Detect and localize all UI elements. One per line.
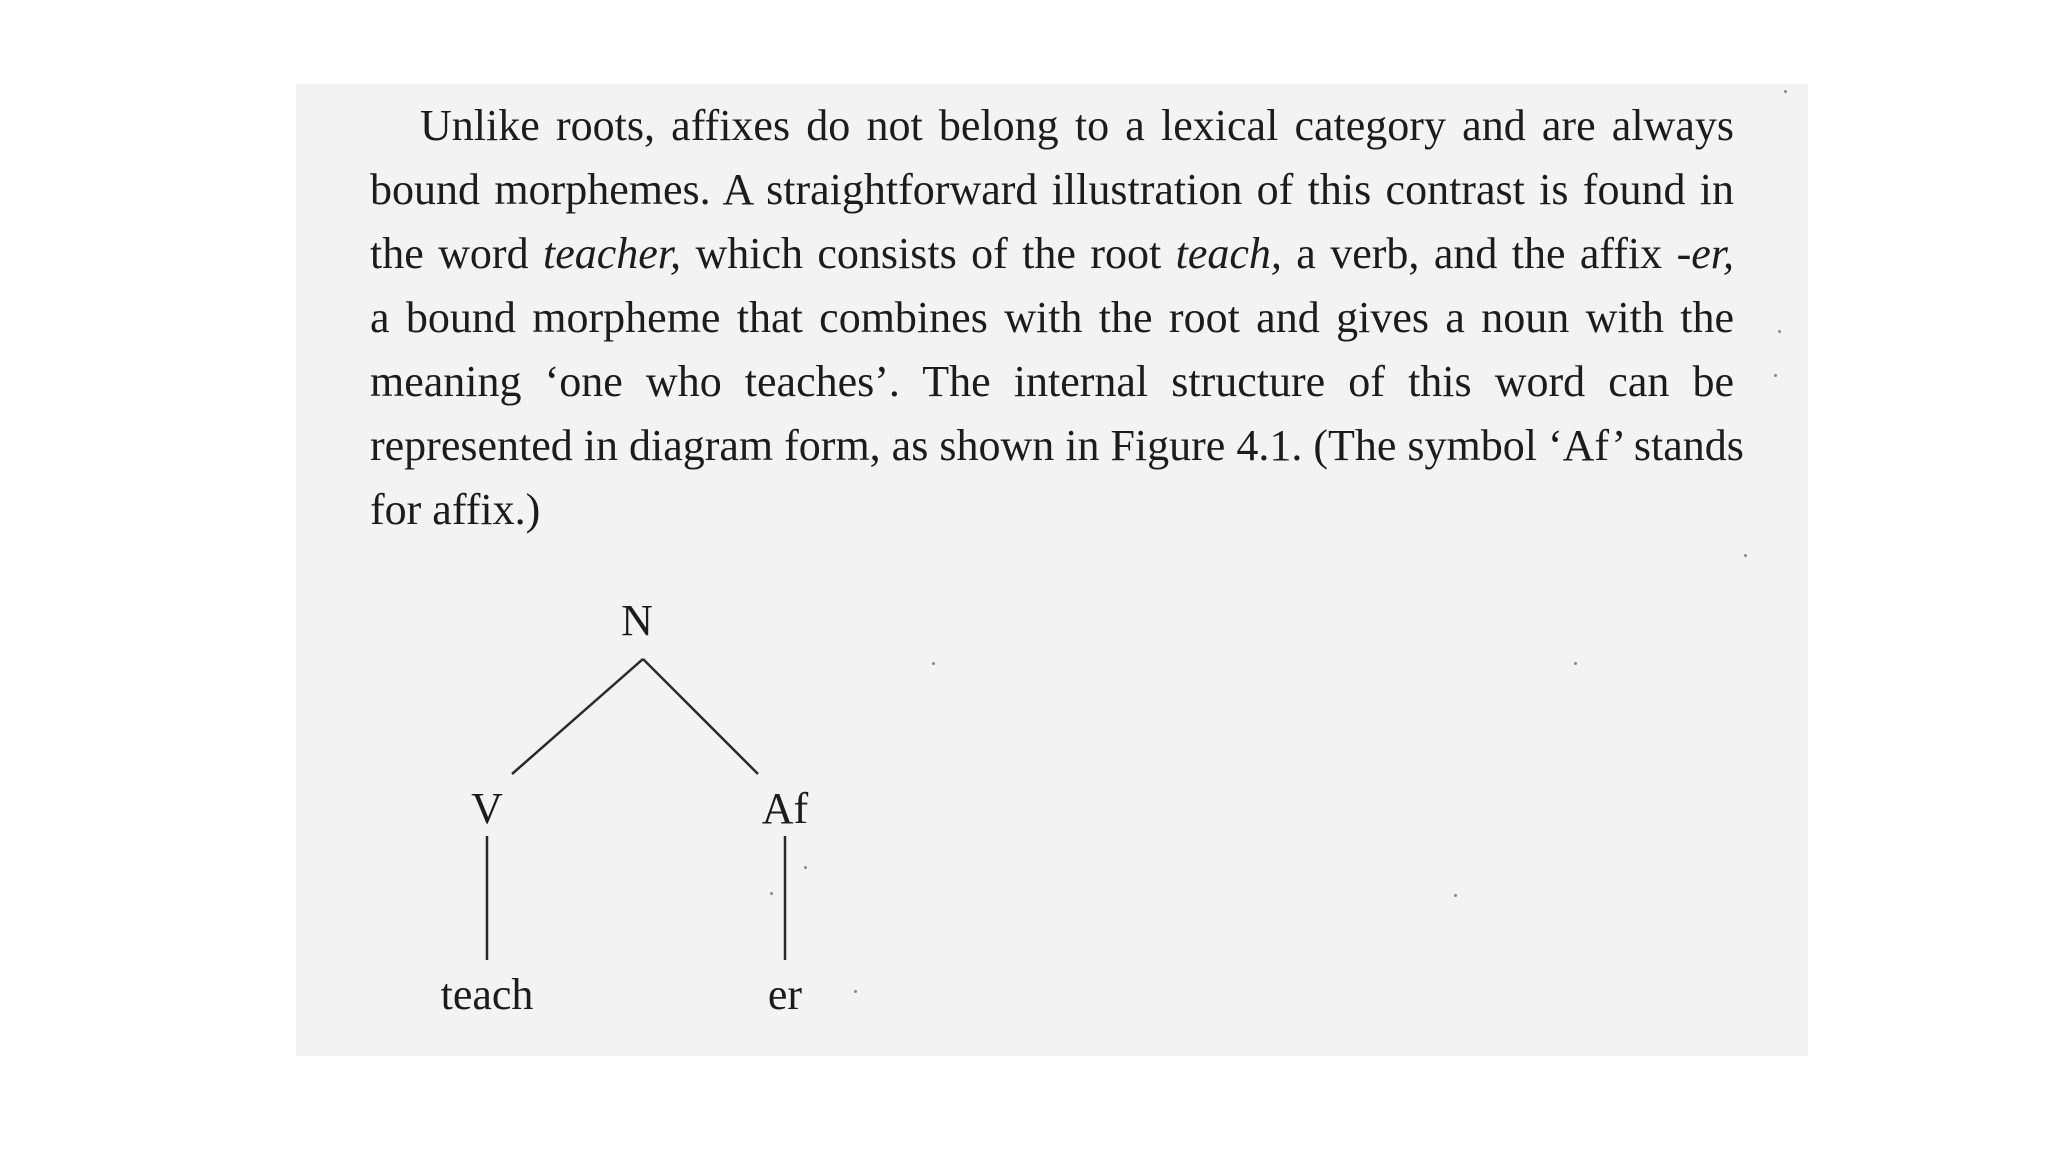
scan-speck <box>1454 894 1457 897</box>
branch-n-to-af <box>643 659 758 774</box>
text-run: bound morphemes. A straightforward illustration of this contrast is found in <box>370 165 1734 214</box>
text-run: represented in diagram form, as shown in Figure 4.1. (The symbol ‘Af’ stands <box>370 421 1744 470</box>
tree-node-n: N <box>621 596 653 645</box>
branch-n-to-v <box>512 659 643 774</box>
scan-speck <box>1774 374 1777 377</box>
tree-node-af: Af <box>761 784 809 833</box>
text-run: which consists of the root <box>681 229 1176 278</box>
text-run: Unlike roots, affixes do not belong to a lexical category and are always <box>420 101 1734 150</box>
morphology-tree-figure <box>296 84 1808 1056</box>
scanned-page <box>296 84 1808 1056</box>
tree-leaf-teach: teach <box>440 970 534 1019</box>
scan-speck <box>770 892 773 895</box>
scan-speck <box>1784 90 1787 93</box>
text-run: a verb, and the affix <box>1281 229 1677 278</box>
text-run: for affix.) <box>370 485 541 534</box>
tree-leaf-er: er <box>767 970 803 1019</box>
scan-speck <box>1574 662 1577 665</box>
italic-term: -er, <box>1676 229 1734 278</box>
scan-speck <box>1744 554 1747 557</box>
tree-branches <box>296 84 1808 1056</box>
scan-speck <box>932 662 935 665</box>
italic-term: teacher, <box>542 229 682 278</box>
scan-speck <box>854 990 857 993</box>
italic-term: teach, <box>1175 229 1282 278</box>
text-run: meaning ‘one who teaches’. The internal structure of this word can be <box>370 357 1734 406</box>
scan-speck <box>804 866 807 869</box>
scan-speck <box>1778 330 1781 333</box>
tree-node-v: V <box>471 784 503 833</box>
text-run: a bound morpheme that combines with the root and gives a noun with the <box>370 293 1734 342</box>
text-run: the word <box>370 229 543 278</box>
